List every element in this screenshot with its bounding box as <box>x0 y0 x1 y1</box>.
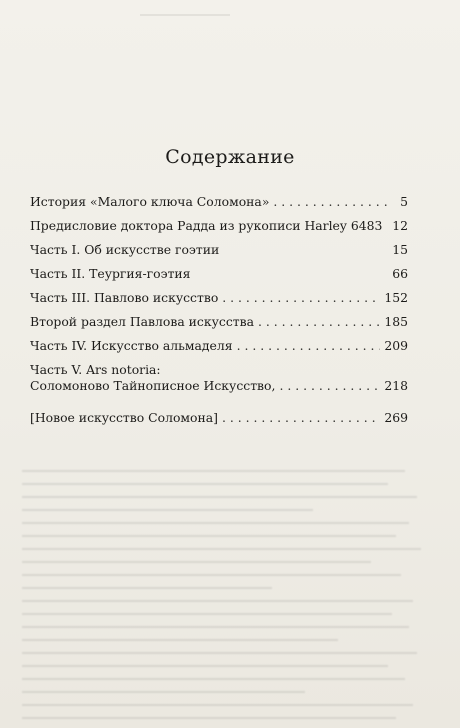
toc-entry-title-continued: Соломоново Тайнописное Искусство, <box>30 378 276 393</box>
leader-dots <box>279 378 380 393</box>
leader-dots <box>273 194 392 209</box>
toc-entry-title: [Новое искусство Соломона] <box>30 410 218 425</box>
toc-entry <box>30 314 408 338</box>
leader-dots <box>222 410 380 425</box>
toc-entry-title: Часть V. Ars notoria: <box>30 362 161 377</box>
toc-entry-title: Часть III. Павлово искусство <box>30 290 219 305</box>
page-title: Содержание <box>165 146 295 168</box>
toc-entry-title: Часть II. Теургия-гоэтия <box>30 266 191 281</box>
bleed-through-text <box>22 470 438 728</box>
toc-entry <box>30 218 408 242</box>
leader-dots <box>237 338 381 353</box>
toc-entry-page: 66 <box>392 266 408 281</box>
toc-entry-title: Второй раздел Павлова искусства <box>30 314 254 329</box>
toc-entry <box>30 266 408 290</box>
toc-entry <box>30 194 408 218</box>
toc-entry <box>30 338 408 362</box>
toc-entry-title: Предисловие доктора Радда из рукописи Harley 6483 <box>30 218 383 233</box>
table-of-contents <box>30 194 408 434</box>
toc-entry <box>30 362 408 410</box>
toc-entry-title: Часть IV. Искусство альмаделя <box>30 338 233 353</box>
toc-entry-title: Часть I. Об искусстве гоэтии <box>30 242 220 257</box>
toc-entry-page: 152 <box>384 290 408 305</box>
toc-entry-page: 15 <box>392 242 408 257</box>
toc-entry-page: 185 <box>384 314 408 329</box>
toc-entry-title: История «Малого ключа Соломона» <box>30 194 270 209</box>
toc-entry-page: 12 <box>392 218 408 233</box>
toc-entry-page: 209 <box>384 338 408 353</box>
toc-entry-page: 218 <box>384 378 408 393</box>
toc-entry-page: 269 <box>384 410 408 425</box>
toc-entry-page: 5 <box>400 194 408 209</box>
leader-dots <box>222 290 380 305</box>
toc-entry <box>30 290 408 314</box>
toc-entry <box>30 410 408 434</box>
bleed-through-mark <box>140 14 230 16</box>
leader-dots <box>258 314 380 329</box>
toc-entry <box>30 242 408 266</box>
